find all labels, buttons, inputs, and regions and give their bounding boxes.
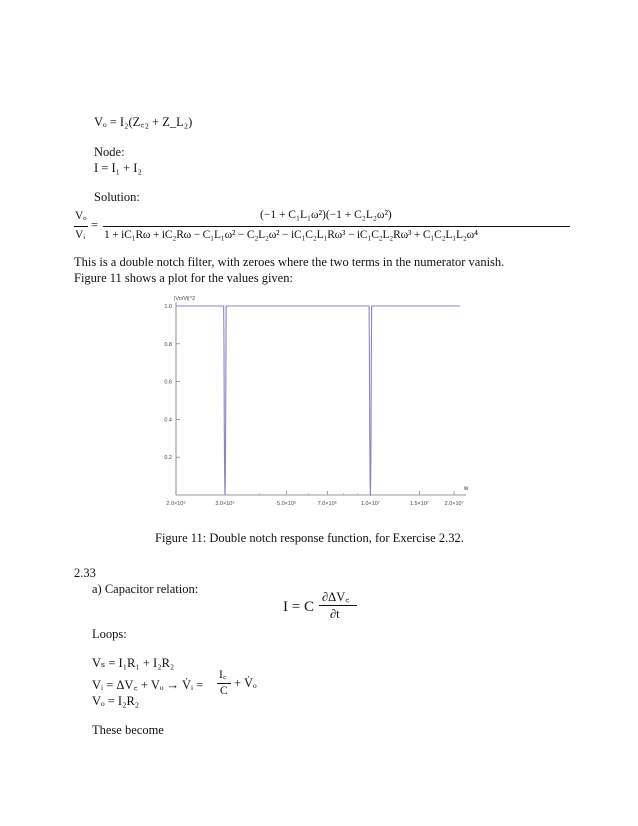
node-label: Node: [94, 145, 125, 159]
loop-equation-1: Vₛ = I₁R₁ + I₂R₂ [92, 656, 175, 670]
y-tick-label: 0.4 [164, 417, 172, 424]
capacitor-denominator: ∂t [330, 607, 340, 621]
loop-equation-3: Vₒ = I₂R₂ [92, 694, 140, 708]
solution-label: Solution: [94, 190, 140, 204]
fraction-rhs-bar [103, 226, 570, 227]
y-axis-label: |Vo/Vi|^2 [174, 296, 196, 302]
fraction-lhs-numerator: Vₒ [75, 210, 87, 222]
x-tick-label: 7.0×10⁶ [317, 501, 337, 507]
loop-equation-2-numerator: I꜀ [219, 669, 227, 681]
loop-equation-2b: + V̇ₒ [234, 676, 257, 690]
these-become: These become [92, 723, 164, 737]
part-a-label: a) Capacitor relation: [92, 582, 199, 596]
x-tick-label: 2.0×10⁷ [444, 501, 464, 507]
loops-label: Loops: [92, 627, 127, 641]
y-tick-label: 0.6 [164, 379, 172, 386]
x-tick-label: 1.5×10⁷ [409, 501, 429, 507]
loop-equation-2a: Vᵢ = ΔV꜀ + Vₒ → V̇ᵢ = [92, 678, 204, 692]
fraction-rhs-denominator: 1 + iC₁Rω + iC₂Rω − C₁L₁ω² − C₂L₂ω² − iC₁C₂L₁Rω³ − iC₁C₂L₂Rω³ + C₁C₂L₁L₂ω⁴ [104, 229, 478, 241]
fraction-lhs-denominator: Vᵢ [75, 229, 86, 241]
vo-equation: Vₒ = I₂(Z꜀₂ + Z_L₂) [94, 115, 193, 129]
y-tick-label: 1.0 [164, 304, 172, 310]
loop-equation-2-denominator: C [220, 685, 228, 697]
x-tick-label: 5.0×10⁶ [277, 501, 297, 507]
x-tick-label: 1.0×10⁷ [360, 501, 380, 507]
x-axis-label: w [464, 486, 469, 492]
capacitor-bar [319, 605, 357, 606]
x-tick-label: 2.0×10⁶ [166, 501, 186, 507]
paragraph-line-2: Figure 11 shows a plot for the values given: [74, 271, 293, 285]
node-equation: I = I₁ + I₂ [94, 161, 142, 175]
paragraph-line-1: This is a double notch filter, with zeroes where the two terms in the numerator vanish. [74, 255, 505, 269]
loop-equation-2-bar [217, 683, 231, 684]
fraction-lhs-bar [74, 226, 88, 227]
y-tick-label: 0.2 [164, 455, 172, 462]
y-tick-label: 0.8 [164, 341, 172, 348]
figure-caption: Figure 11: Double notch response function, for Exercise 2.32. [155, 531, 464, 545]
section-number: 2.33 [74, 566, 96, 580]
fraction-equals: = [91, 218, 99, 232]
capacitor-numerator: ∂ΔV꜀ [322, 590, 350, 604]
fraction-rhs-numerator: (−1 + C₁L₁ω²)(−1 + C₂L₂ω²) [260, 209, 392, 221]
x-tick-label: 3.0×10⁶ [215, 501, 235, 507]
capacitor-lhs: I = C [283, 599, 314, 615]
double-notch-plot [130, 292, 480, 522]
series-line [176, 306, 460, 495]
